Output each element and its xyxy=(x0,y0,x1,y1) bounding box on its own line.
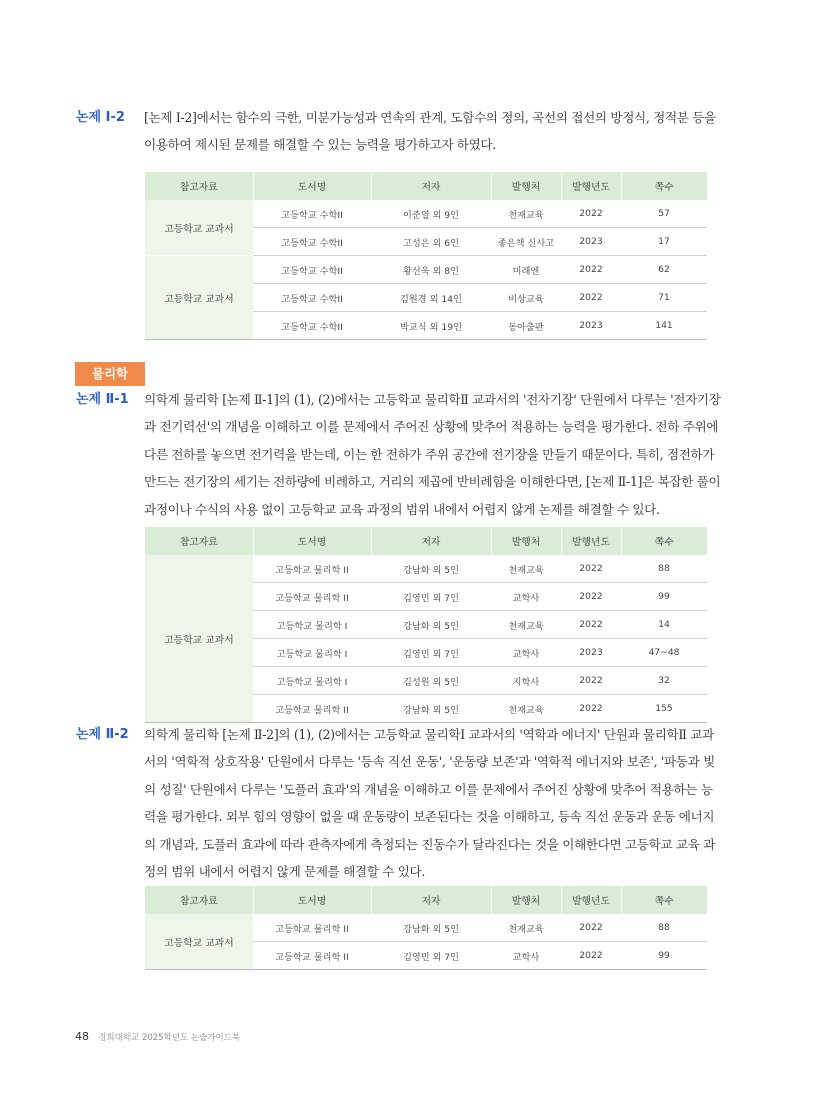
book-cell: 고등학교 물리학 I xyxy=(253,639,371,667)
publisher-cell: 천재교육 xyxy=(491,914,561,942)
paragraph-line: 다른 전하를 놓으면 전기력을 받는데, 이는 한 전하가 주위 공간에 전기장을 만들기 때문이다. 특히, 점전하가 xyxy=(144,446,715,462)
header-year: 발행년도 xyxy=(561,527,621,555)
year-cell: 2022 xyxy=(561,256,621,284)
author-cell: 황선욱 외 8인 xyxy=(371,256,491,284)
header-year: 발행년도 xyxy=(561,172,621,200)
section-tag: 논제 Ⅱ-2 xyxy=(76,727,129,742)
book-cell: 고등학교 물리학 I xyxy=(253,667,371,695)
year-cell: 2022 xyxy=(561,583,621,611)
author-cell: 김영민 외 7인 xyxy=(371,942,491,970)
publisher-cell: 교학사 xyxy=(491,639,561,667)
author-cell: 박교식 외 19인 xyxy=(371,312,491,340)
header-book: 도서명 xyxy=(253,886,371,914)
paragraph-line: 의 성질' 단원에서 다루는 '도플러 효과'의 개념을 이해하고 이를 문제에서 주어진 상황에 맞추어 적용하는 능 xyxy=(144,781,713,797)
book-cell: 고등학교 수학II xyxy=(253,256,371,284)
book-cell: 고등학교 물리학 II xyxy=(253,942,371,970)
book-cell: 고등학교 물리학 II xyxy=(253,914,371,942)
header-ref: 참고자료 xyxy=(145,172,253,200)
reference-table-3 xyxy=(145,886,707,970)
header-pages: 쪽수 xyxy=(621,172,707,200)
pages-cell: 62 xyxy=(621,256,707,284)
year-cell: 2022 xyxy=(561,942,621,970)
section-2-1 xyxy=(70,386,750,523)
book-cell: 고등학교 물리학 II xyxy=(253,583,371,611)
pages-cell: 141 xyxy=(621,312,707,340)
year-cell: 2022 xyxy=(561,667,621,695)
book-cell: 고등학교 수학II xyxy=(253,228,371,256)
paragraph-line: 의학계 물리학 [논제 Ⅱ-2]의 (1), (2)에서는 고등학교 물리학Ⅰ 교과서의 '역학과 에너지' 단원과 물리학Ⅱ 교과 xyxy=(144,727,714,742)
year-cell: 2023 xyxy=(561,228,621,256)
header-book: 도서명 xyxy=(253,527,371,555)
reference-table-2 xyxy=(145,527,707,723)
header-ref: 참고자료 xyxy=(145,886,253,914)
section-2-2 xyxy=(70,721,750,885)
reference-table-1 xyxy=(145,172,707,340)
publisher-cell: 미래엔 xyxy=(491,256,561,284)
paragraph-line: 과정이나 수식의 사용 없이 고등학교 교육 과정의 범위 내에서 어렵지 않게 논제를 해결할 수 있다. xyxy=(144,501,660,517)
footer-title: 경희대학교 2025학년도 논술가이드북 xyxy=(98,1033,241,1043)
author-cell: 강남화 외 5인 xyxy=(371,914,491,942)
pages-cell: 14 xyxy=(621,611,707,639)
publisher-cell: 동아출판 xyxy=(491,312,561,340)
header-year: 발행년도 xyxy=(561,886,621,914)
page-number: 48 xyxy=(75,1030,89,1043)
pages-cell: 47~48 xyxy=(621,639,707,667)
author-cell: 고성은 외 6인 xyxy=(371,228,491,256)
publisher-cell: 천재교육 xyxy=(491,611,561,639)
year-cell: 2022 xyxy=(561,555,621,583)
section-paragraph xyxy=(144,386,750,523)
author-cell: 강남화 외 5인 xyxy=(371,611,491,639)
page-footer xyxy=(75,1030,240,1043)
header-book: 도서명 xyxy=(253,172,371,200)
table-row xyxy=(145,200,707,228)
pages-cell: 57 xyxy=(621,200,707,228)
category-cell: 고등학교 교과서 xyxy=(145,555,253,723)
section-paragraph xyxy=(144,721,750,885)
pages-cell: 32 xyxy=(621,667,707,695)
pages-cell: 88 xyxy=(621,555,707,583)
section-tag: 논제 Ⅰ-2 xyxy=(76,110,125,125)
paragraph-line: 의학계 물리학 [논제 Ⅱ-1]의 (1), (2)에서는 고등학교 물리학Ⅱ 교과서의 '전자기장' 단원에서 다루는 '전자기장 xyxy=(144,392,721,407)
paragraph-line: [논제 Ⅰ-2]에서는 함수의 극한, 미분가능성과 연속의 관계, 도함수의 정의, 곡선의 접선의 방정식, 정적분 등을 xyxy=(144,110,716,125)
year-cell: 2023 xyxy=(561,312,621,340)
header-publisher: 발행처 xyxy=(491,527,561,555)
pages-cell: 99 xyxy=(621,583,707,611)
publisher-cell: 지학사 xyxy=(491,667,561,695)
pages-cell: 99 xyxy=(621,942,707,970)
pages-cell: 88 xyxy=(621,914,707,942)
table-row xyxy=(145,555,707,583)
pages-cell: 17 xyxy=(621,228,707,256)
author-cell: 김성원 외 5인 xyxy=(371,667,491,695)
header-author: 저자 xyxy=(371,172,491,200)
author-cell: 이준열 외 9인 xyxy=(371,200,491,228)
category-cell: 고등학교 교과서 xyxy=(145,200,253,256)
paragraph-line: 만드는 전기장의 세기는 전하량에 비례하고, 거리의 제곱에 반비례함을 이해한다면, [논제 Ⅱ-1]은 복잡한 풀이 xyxy=(144,474,721,490)
section-tag: 논제 Ⅱ-1 xyxy=(76,392,129,407)
header-ref: 참고자료 xyxy=(145,527,253,555)
author-cell: 김영민 외 7인 xyxy=(371,639,491,667)
publisher-cell: 천재교육 xyxy=(491,555,561,583)
author-cell: 김원경 외 14인 xyxy=(371,284,491,312)
category-cell: 고등학교 교과서 xyxy=(145,256,253,340)
paragraph-line: 서의 '역학적 상호작용' 단원에서 다루는 '등속 직선 운동', '운동량 보존'과 '역학적 에너지와 보존', '파동과 빛 xyxy=(144,754,715,770)
header-publisher: 발행처 xyxy=(491,886,561,914)
year-cell: 2023 xyxy=(561,639,621,667)
publisher-cell: 천재교육 xyxy=(491,695,561,723)
paragraph-line: 력을 평가한다. 외부 힘의 영향이 없을 때 운동량이 보존된다는 것을 이해하고, 등속 직선 운동과 운동 에너지 xyxy=(144,809,715,825)
pages-cell: 155 xyxy=(621,695,707,723)
book-cell: 고등학교 수학II xyxy=(253,312,371,340)
header-pages: 쪽수 xyxy=(621,527,707,555)
author-cell: 김영민 외 7인 xyxy=(371,583,491,611)
section-paragraph xyxy=(144,104,750,159)
paragraph-line: 의 개념과, 도플러 효과에 따라 관측자에게 측정되는 진동수가 달라진다는 것을 이해한다면 고등학교 교육 과 xyxy=(144,836,716,852)
author-cell: 강남화 외 5인 xyxy=(371,555,491,583)
book-cell: 고등학교 물리학 I xyxy=(253,611,371,639)
publisher-cell: 교학사 xyxy=(491,583,561,611)
year-cell: 2022 xyxy=(561,200,621,228)
paragraph-line: 이용하여 제시된 문제를 해결할 수 있는 능력을 평가하고자 하였다. xyxy=(144,137,496,153)
table-row xyxy=(145,914,707,942)
book-cell: 고등학교 수학II xyxy=(253,200,371,228)
header-publisher: 발행처 xyxy=(491,172,561,200)
book-cell: 고등학교 수학II xyxy=(253,284,371,312)
year-cell: 2022 xyxy=(561,611,621,639)
year-cell: 2022 xyxy=(561,695,621,723)
subject-label: 물리학 xyxy=(75,362,145,386)
publisher-cell: 비상교육 xyxy=(491,284,561,312)
book-cell: 고등학교 물리학 II xyxy=(253,695,371,723)
paragraph-line: 과 전기력선'의 개념을 이해하고 이를 문제에서 주어진 상황에 맞추어 적용하는 능력을 평가한다. 전하 주위에 xyxy=(144,419,719,435)
year-cell: 2022 xyxy=(561,914,621,942)
publisher-cell: 교학사 xyxy=(491,942,561,970)
pages-cell: 71 xyxy=(621,284,707,312)
header-author: 저자 xyxy=(371,527,491,555)
year-cell: 2022 xyxy=(561,284,621,312)
book-cell: 고등학교 물리학 II xyxy=(253,555,371,583)
author-cell: 강남화 외 5인 xyxy=(371,695,491,723)
section-1-2 xyxy=(70,104,750,159)
table-row xyxy=(145,256,707,284)
header-author: 저자 xyxy=(371,886,491,914)
publisher-cell: 천재교육 xyxy=(491,200,561,228)
category-cell: 고등학교 교과서 xyxy=(145,914,253,970)
publisher-cell: 좋은책 신사고 xyxy=(491,228,561,256)
header-pages: 쪽수 xyxy=(621,886,707,914)
paragraph-line: 정의 범위 내에서 어렵지 않게 문제를 해결할 수 있다. xyxy=(144,864,426,880)
